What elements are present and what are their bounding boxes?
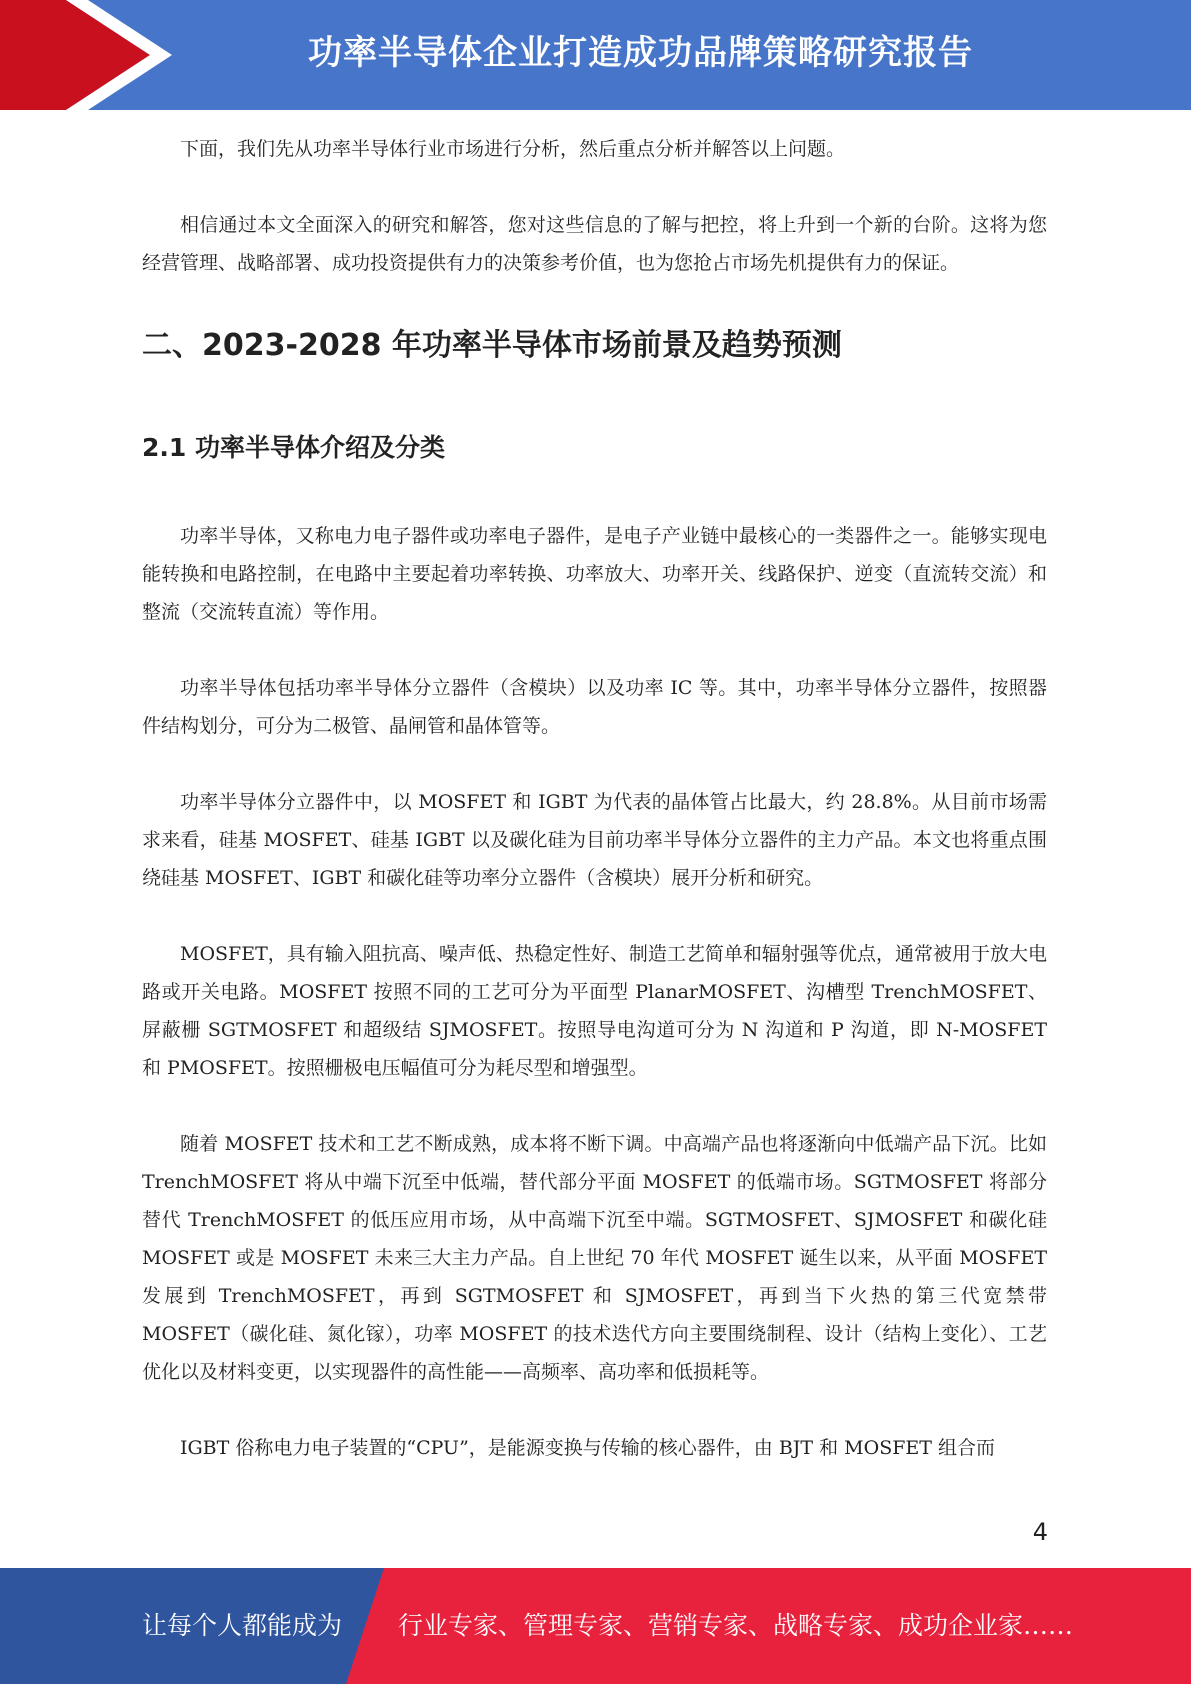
- paragraph-mosfet: MOSFET，具有输入阻抗高、噪声低、热稳定性好、制造工艺简单和辐射强等优点，通常被用于放大电路或开关电路。MOSFET 按照不同的工艺可分为平面型 PlanarMOSFET、沟槽型 TrenchMOSFET、屏蔽栅 SGTMOSFET 和超级结 SJMOSFET。按照导电沟道可分为 N 沟道和 P 沟道，即 N-MOSFET 和 PMOSFET。按照栅极电压幅值可分为耗尽型和增强型。: [142, 943, 1047, 1079]
- subsection-heading: 2.1 功率半导体介绍及分类: [142, 433, 445, 462]
- paragraph-mosfet-trend: 随着 MOSFET 技术和工艺不断成熟，成本将不断下调。中高端产品也将逐渐向中低端产品下沉。比如 TrenchMOSFET 将从中端下沉至中低端，替代部分平面 MOSFET 的低端市场。SGTMOSFET 将部分替代 TrenchMOSFET 的低压应用市场，从中高端下沉至中端。SGTMOSFET、SJMOSFET 和碳化硅 MOSFET 或是 MOSFET 未来三大主力产品。自上世纪 70 年代 MOSFET 诞生以来，从平面 MOSFET 发展到 TrenchMOSFET，再到 SGTMOSFET 和 SJMOSFET，再到当下火热的第三代宽禁带 MOSFET（碳化硅、氮化镓），功率 MOSFET 的技术迭代方向主要围绕制程、设计（结构上变化）、工艺优化以及材料变更，以实现器件的高性能——高频率、高功率和低损耗等。: [142, 1133, 1047, 1383]
- section-heading: 二、2023-2028 年功率半导体市场前景及趋势预测: [142, 328, 842, 363]
- footer-slogan-right: 行业专家、管理专家、营销专家、战略专家、成功企业家……: [398, 1611, 1074, 1640]
- footer-slogan-left: 让每个人都能成为: [142, 1611, 343, 1640]
- page-number: 4: [1032, 1518, 1048, 1546]
- paragraph-igbt: IGBT 俗称电力电子装置的“CPU”，是能源变换与传输的核心器件，由 BJT 和 MOSFET 组合而: [180, 1437, 995, 1459]
- paragraph-intro: 下面，我们先从功率半导体行业市场进行分析，然后重点分析并解答以上问题。: [180, 138, 846, 160]
- paragraph-definition: 功率半导体，又称电力电子器件或功率电子器件，是电子产业链中最核心的一类器件之一。能够实现电能转换和电路控制，在电路中主要起着功率转换、功率放大、功率开关、线路保护、逆变（直流转交流）和整流（交流转直流）等作用。: [142, 525, 1047, 623]
- page-header: [0, 0, 1191, 110]
- paragraph-share: 功率半导体分立器件中，以 MOSFET 和 IGBT 为代表的晶体管占比最大，约 28.8%。从目前市场需求来看，硅基 MOSFET、硅基 IGBT 以及碳化硅为目前功率半导体分立器件的主力产品。本文也将重点围绕硅基 MOSFET、IGBT 和碳化硅等功率分立器件（含模块）展开分析和研究。: [142, 791, 1047, 889]
- report-title: 功率半导体企业打造成功品牌策略研究报告: [308, 33, 973, 73]
- paragraph-value: 相信通过本文全面深入的研究和解答，您对这些信息的了解与把控，将上升到一个新的台阶。这将为您经营管理、战略部署、成功投资提供有力的决策参考价值，也为您抢占市场先机提供有力的保证。: [142, 214, 1047, 274]
- page-content: [142, 130, 1047, 1467]
- page-footer: [0, 1568, 1191, 1684]
- paragraph-classification: 功率半导体包括功率半导体分立器件（含模块）以及功率 IC 等。其中，功率半导体分立器件，按照器件结构划分，可分为二极管、晶闸管和晶体管等。: [142, 677, 1047, 737]
